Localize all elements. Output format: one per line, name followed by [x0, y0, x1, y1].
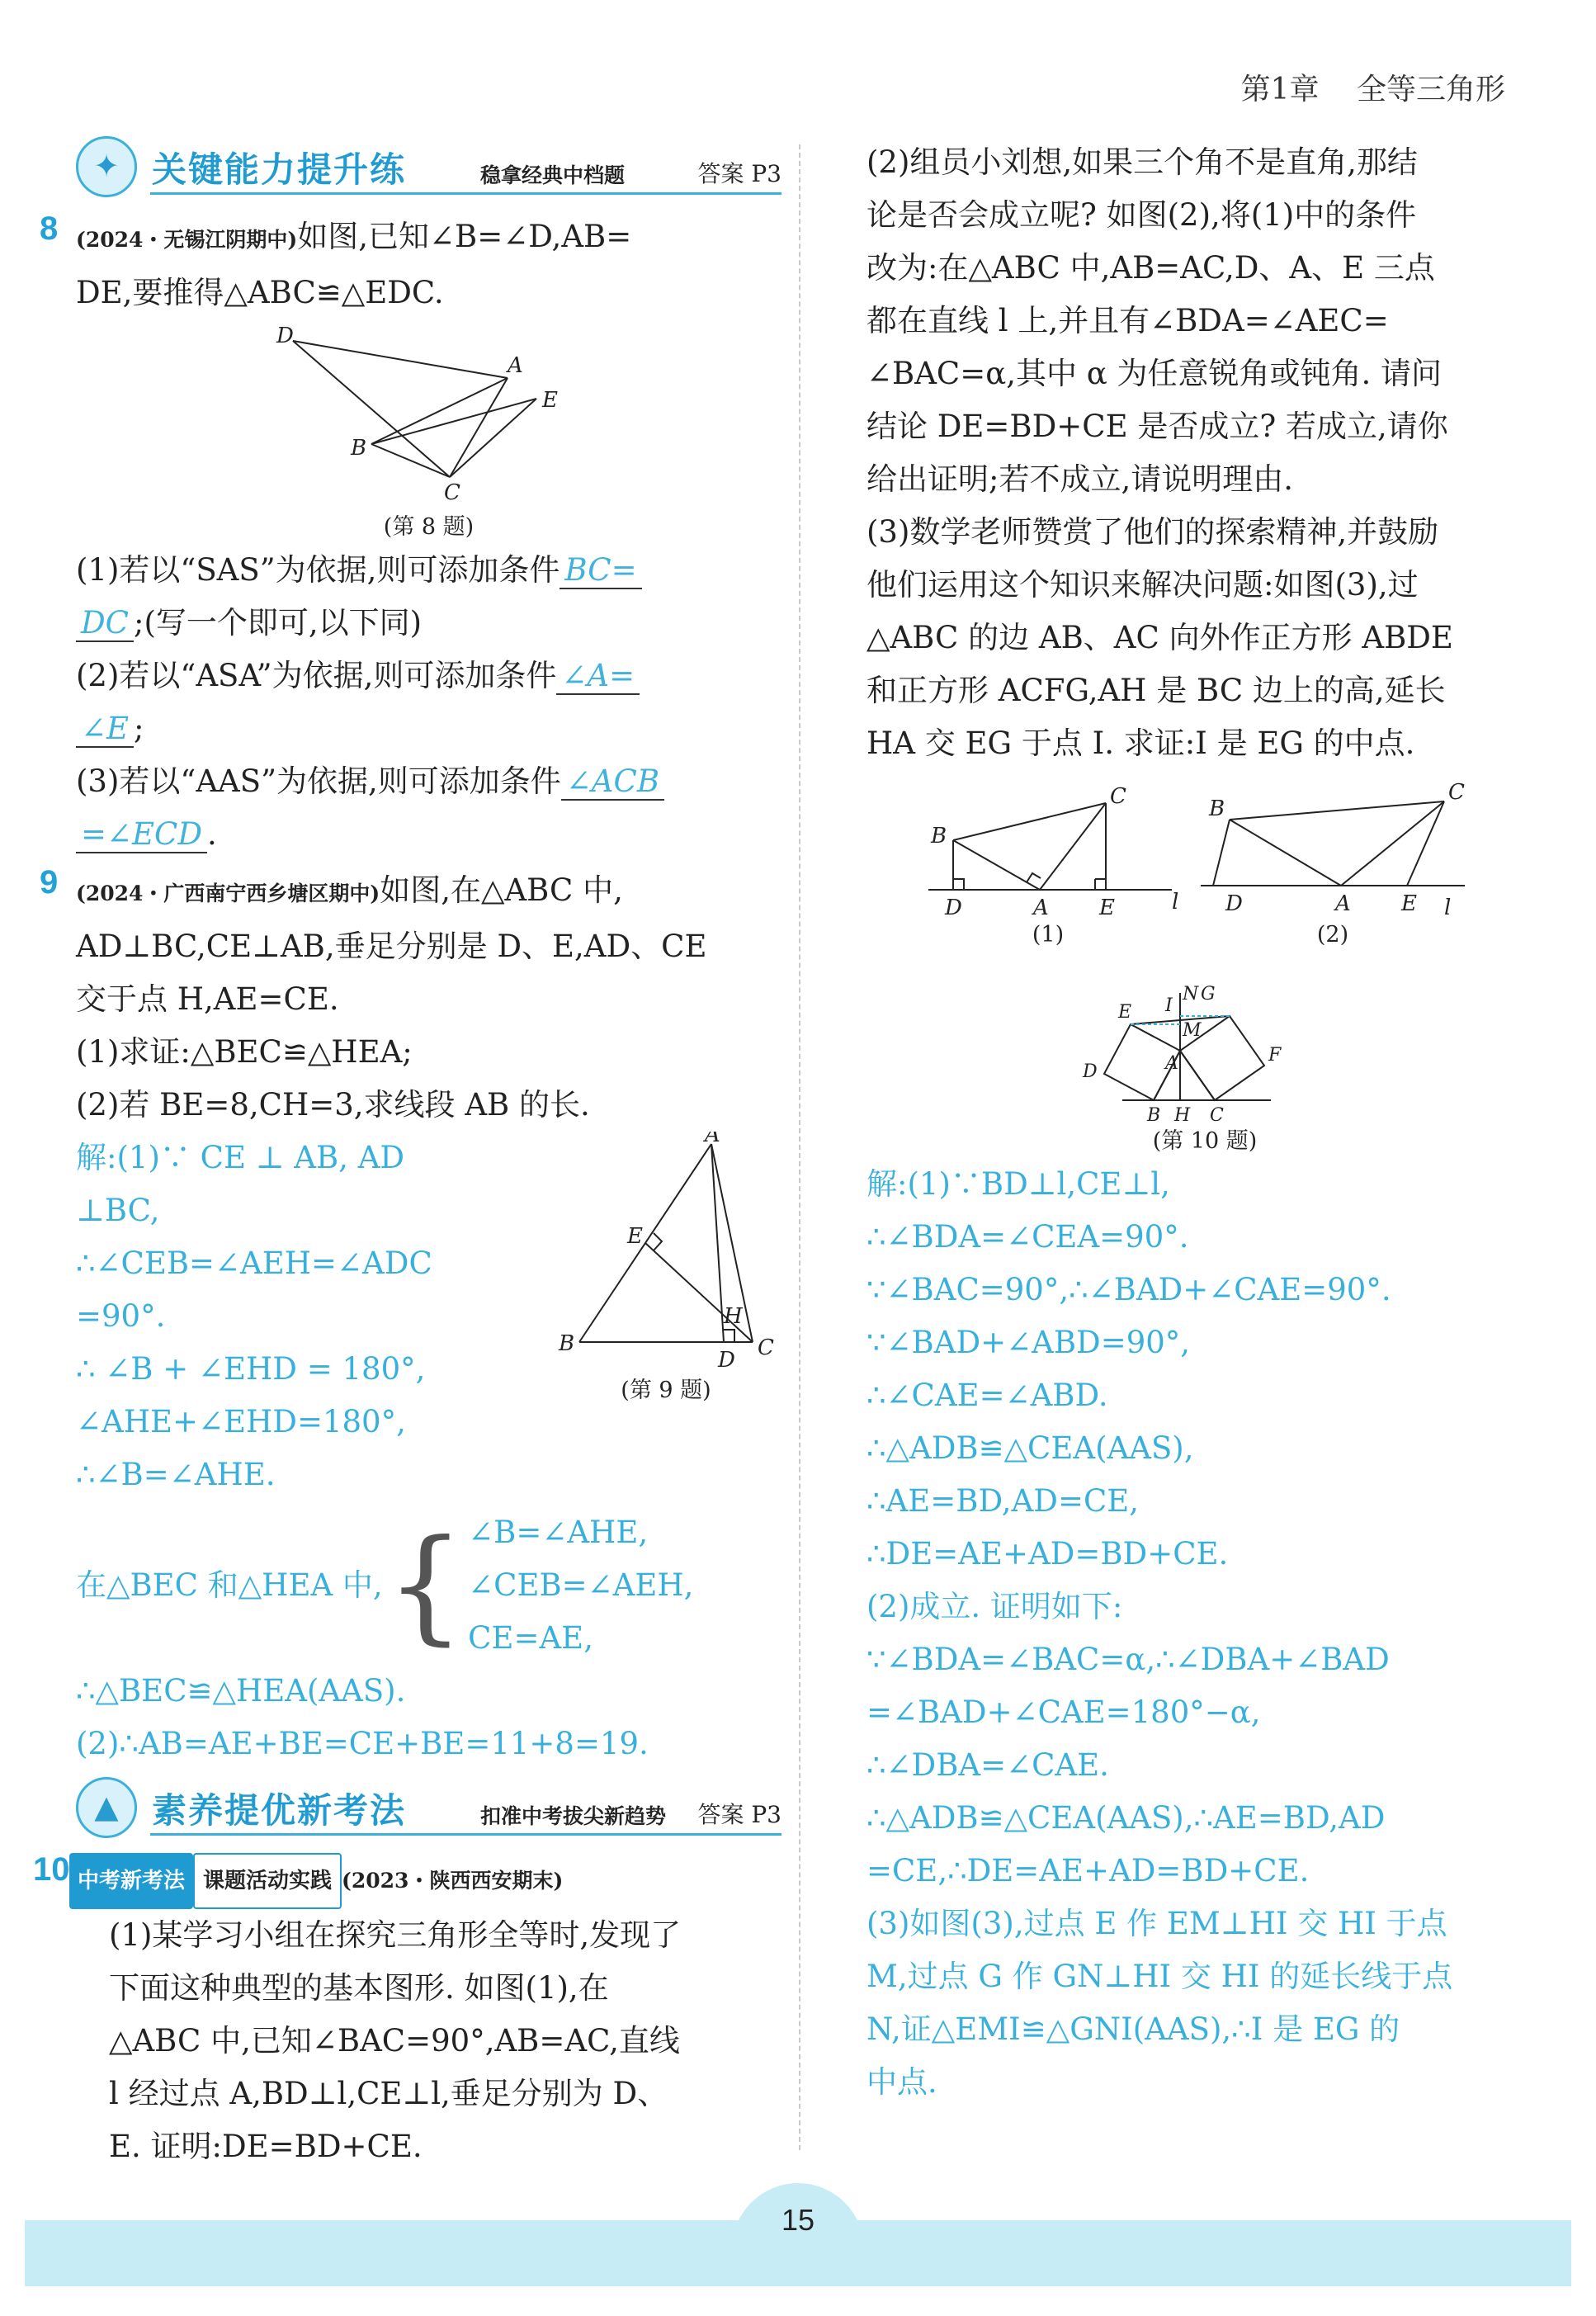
point-label: D [945, 896, 962, 919]
point-label: D [1083, 1061, 1098, 1082]
question-number: 10 [33, 1851, 70, 1888]
question-line: 他们运用这个知识来解决问题:如图(3),过 [866, 567, 1419, 603]
question-source: (2024・无锡江阴期中) [76, 228, 298, 252]
question-line: 和正方形 ACFG,AH 是 BC 边上的高,延长 [866, 673, 1446, 708]
point-label: A [1165, 1053, 1178, 1074]
figure-q8 [256, 324, 602, 506]
question-stem-line: 交于点 H,AE=CE. [76, 981, 339, 1017]
solution-line: ∴△ADB≌△CEA(AAS),∴AE=BD,AD [866, 1800, 1386, 1836]
point-label: E [1401, 891, 1417, 916]
figure-caption: (2) [1316, 922, 1349, 948]
point-label: D [1225, 891, 1243, 916]
solution-line: ∵∠BAC=90°,∴∠BAD+∠CAE=90°. [866, 1272, 1391, 1307]
figure-caption: (第 9 题) [621, 1378, 711, 1403]
solution-line: ∴AE=BD,AD=CE, [866, 1483, 1140, 1519]
solution-line: 在△BEC 和△HEA 中, [76, 1567, 383, 1603]
solution-line: 解:(1)∵BD⊥l,CE⊥l, [866, 1166, 1170, 1202]
point-label: C [758, 1335, 774, 1360]
question-line: E. 证明:DE=BD+CE. [109, 2129, 423, 2164]
question-stem: 如图,在△ABC 中, [380, 872, 623, 908]
point-label: B [1147, 1105, 1161, 1125]
solution-line: 中点. [866, 2064, 937, 2100]
column-divider [799, 144, 800, 2150]
point-label: C [1448, 780, 1465, 805]
point-label: A [1033, 896, 1049, 919]
section-title: 素养提优新考法 [152, 1790, 407, 1831]
tag-activity: 课题活动实践 [193, 1853, 342, 1909]
question-stem-line: DE,要推得△ABC≌△EDC. [76, 275, 444, 310]
point-label: A [1335, 891, 1351, 916]
section-header-literacy [76, 1777, 781, 1843]
solution-line: ∴∠BDA=∠CEA=90°. [866, 1219, 1189, 1255]
solution-line: =∠BAD+∠CAE=180°−α, [866, 1694, 1261, 1730]
sub-question-tail: ;(写一个即可,以下同) [133, 605, 423, 640]
brace: { [385, 1514, 465, 1657]
system-line: ∠CEB=∠AEH, [468, 1567, 694, 1603]
question-line: △ABC 的边 AB、AC 向外作正方形 ABDE [866, 620, 1453, 655]
system-line: CE=AE, [468, 1620, 593, 1656]
solution-line: 解:(1)∵ CE ⊥ AB, AD [76, 1140, 405, 1175]
section-subtitle: 稳拿经典中档题 [480, 163, 626, 187]
question-8 [40, 210, 781, 861]
question-source: (2023・陕西西安期末) [342, 1869, 564, 1893]
point-label: B [1209, 796, 1225, 821]
question-line: 下面这种典型的基本图形. 如图(1),在 [109, 1970, 609, 2006]
chapter-title: 全等三角形 [1356, 73, 1505, 106]
solution-line: ∴∠DBA=∠CAE. [866, 1747, 1109, 1783]
tag-new-exam: 中考新考法 [69, 1853, 193, 1909]
system-line: ∠B=∠AHE, [468, 1515, 649, 1550]
question-line: ∠BAC=α,其中 α 为任意锐角或钝角. 请问 [866, 356, 1443, 391]
answer-ref: 答案 P3 [697, 160, 781, 187]
question-number: 8 [40, 210, 59, 247]
question-line: l 经过点 A,BD⊥l,CE⊥l,垂足分别为 D、 [109, 2076, 668, 2111]
question-source: (2024・广西南宁西乡塘区期中) [76, 881, 380, 905]
sub-question: (3)若以“AAS”为依据,则可添加条件 [76, 763, 561, 799]
solution-line: M,过点 G 作 GN⊥HI 交 HI 的延长线于点 [866, 1959, 1453, 1994]
section-underline [150, 1833, 781, 1836]
right-column [866, 136, 1527, 2109]
chapter-label: 第1章 [1240, 73, 1320, 106]
question-line: (1)某学习小组在探究三角形全等时,发现了 [109, 1917, 682, 1953]
point-label: H [724, 1304, 743, 1329]
question-line: 结论 DE=BD+CE 是否成立? 若成立,请你 [866, 409, 1448, 444]
solution-line: (3)如图(3),过点 E 作 EM⊥HI 交 HI 于点 [866, 1906, 1447, 1941]
solution-line: ∴ ∠B + ∠EHD = 180°, [76, 1351, 426, 1387]
left-column [33, 136, 781, 2173]
answer-blank: ∠E [76, 711, 134, 748]
point-label: l [1172, 890, 1179, 915]
solution-line: =90°. [76, 1298, 166, 1334]
lightbulb-icon: ✦ [76, 136, 137, 197]
point-label: N [1183, 984, 1199, 1004]
answer-blank: ∠A= [556, 658, 640, 695]
answer-blank: =∠ECD [76, 816, 207, 853]
sub-question-tail: ; [134, 711, 144, 746]
question-line: 给出证明;若不成立,请说明理由. [866, 461, 1293, 497]
answer-ref: 答案 P3 [697, 1801, 781, 1828]
sub-question: (1)若以“SAS”为依据,则可添加条件 [76, 552, 560, 588]
answer-blank: BC= [560, 552, 641, 589]
question-9 [40, 864, 781, 1770]
point-label: C [1210, 1105, 1224, 1125]
solution-line: (2)成立. 证明如下: [866, 1589, 1123, 1624]
question-line: (3)数学老师赞赏了他们的探索精神,并鼓励 [866, 514, 1439, 550]
figure-q9 [555, 1132, 777, 1371]
figure-q10-3 [1073, 960, 1337, 1125]
sub-question: (1)求证:△BEC≌△HEA; [76, 1034, 413, 1070]
point-label: I [1165, 995, 1173, 1016]
equation-system [76, 1506, 781, 1665]
point-label: G [1201, 984, 1216, 1004]
graduation-cap-icon: ▲ [76, 1777, 137, 1838]
point-label: E [627, 1224, 643, 1249]
page-number: 15 [732, 2183, 864, 2257]
section-header-ability [76, 136, 781, 202]
point-label: B [931, 824, 947, 848]
point-label: D [276, 324, 294, 348]
section-subtitle: 扣准中考拔尖新趋势 [480, 1804, 667, 1828]
point-label: D [718, 1348, 735, 1371]
solution-line: ∴DE=AE+AD=BD+CE. [866, 1536, 1229, 1572]
question-number: 9 [40, 864, 59, 900]
solution-line: ∵∠BDA=∠BAC=α,∴∠DBA+∠BAD [866, 1642, 1390, 1677]
point-label: A [507, 353, 523, 378]
question-line: (2)组员小刘想,如果三个角不是直角,那结 [866, 144, 1418, 180]
answer-blank: DC [76, 605, 134, 642]
solution-line: (2)∴AB=AE+BE=CE+BE=11+8=19. [76, 1726, 649, 1761]
question-line: HA 交 EG 于点 I. 求证:I 是 EG 的中点. [866, 726, 1415, 761]
solution-line: ∴△ADB≌△CEA(AAS), [866, 1430, 1194, 1466]
point-label: C [443, 480, 460, 505]
point-label: E [1099, 896, 1115, 919]
section-title: 关键能力提升练 [152, 149, 407, 190]
point-label: B [559, 1331, 575, 1356]
solution-line: ∴∠CAE=∠ABD. [866, 1378, 1108, 1413]
running-header [1213, 66, 1505, 108]
figure-caption: (1) [1032, 922, 1065, 948]
section-underline [150, 192, 781, 195]
solution-line: ∵∠BAD+∠ABD=90°, [866, 1325, 1191, 1360]
sub-question: (2)若以“ASA”为依据,则可添加条件 [76, 658, 557, 693]
figure-caption: (第 10 题) [1152, 1128, 1258, 1154]
sub-question-tail: . [207, 816, 217, 852]
solution-line: ⊥BC, [76, 1193, 160, 1228]
point-label: M [1183, 1020, 1202, 1041]
point-label: A [705, 1132, 720, 1147]
point-label: E [541, 388, 558, 413]
point-label: E [1118, 1002, 1132, 1023]
solution-line: ∴△BEC≌△HEA(AAS). [76, 1673, 406, 1709]
solution-line: ∴∠CEB=∠AEH=∠ADC [76, 1245, 432, 1281]
solution-q10 [866, 1158, 1527, 2109]
solution-line: N,证△EMI≌△GNI(AAS),∴I 是 EG 的 [866, 2011, 1400, 2047]
point-label: B [350, 436, 366, 461]
solution-line: ∴∠B=∠AHE. [76, 1457, 276, 1492]
answer-blank: ∠ACB [561, 763, 664, 801]
question-stem: 如图,已知∠B=∠D,AB= [297, 219, 632, 254]
point-label: H [1174, 1105, 1191, 1125]
figures-q10 [866, 780, 1527, 1158]
question-line: 都在直线 l 上,并且有∠BDA=∠AEC= [866, 303, 1389, 338]
question-10 [33, 1851, 781, 2173]
question-line: 改为:在△ABC 中,AB=AC,D、A、E 三点 [866, 250, 1435, 286]
figure-q10-1 [924, 787, 1188, 919]
solution-line: ∠AHE+∠EHD=180°, [76, 1404, 406, 1439]
figure-caption: (第 8 题) [383, 514, 475, 540]
point-label: C [1110, 787, 1126, 809]
question-stem-line: AD⊥BC,CE⊥AB,垂足分别是 D、E,AD、CE [76, 929, 707, 964]
figure-q10-2 [1197, 778, 1477, 919]
question-line: △ABC 中,已知∠BAC=90°,AB=AC,直线 [109, 2023, 680, 2058]
sub-question: (2)若 BE=8,CH=3,求线段 AB 的长. [76, 1087, 590, 1123]
solution-line: =CE,∴DE=AE+AD=BD+CE. [866, 1853, 1310, 1888]
question-line: 论是否会成立呢? 如图(2),将(1)中的条件 [866, 197, 1417, 233]
point-label: F [1268, 1045, 1282, 1066]
point-label: l [1444, 896, 1452, 919]
